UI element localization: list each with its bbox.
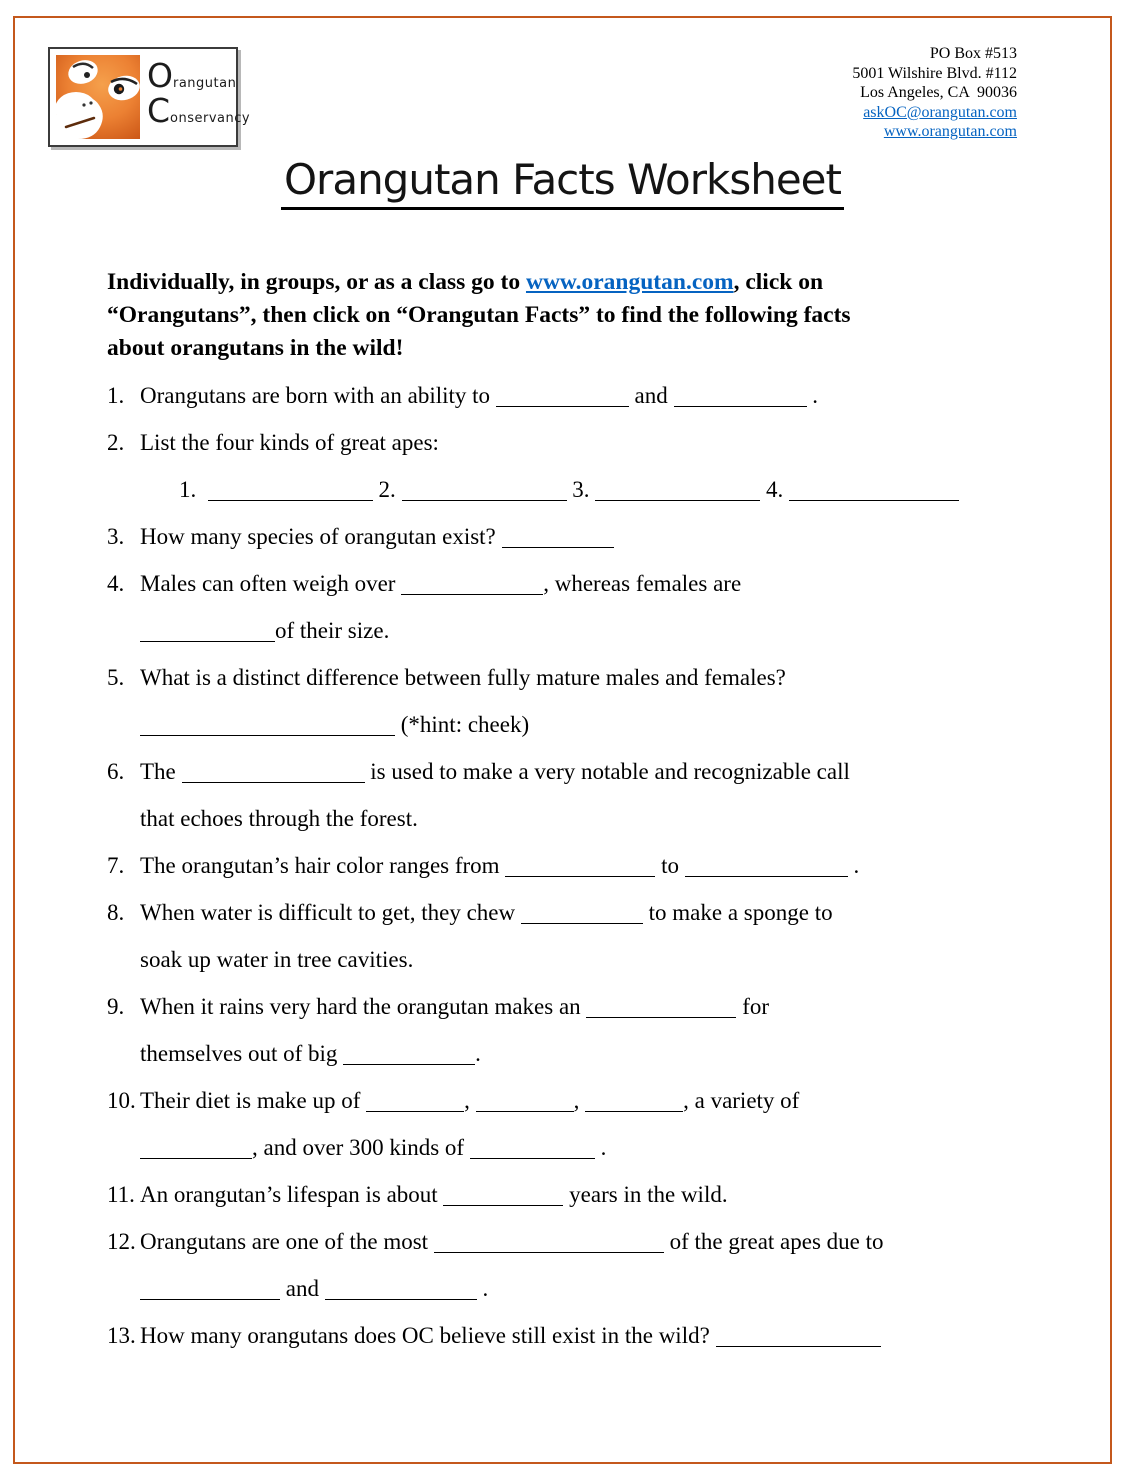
question-text: 1. bbox=[179, 477, 208, 502]
question-text: , bbox=[464, 1088, 476, 1113]
question-line bbox=[107, 748, 1057, 795]
question-line bbox=[107, 654, 1057, 701]
logo bbox=[48, 47, 251, 147]
answer-blank bbox=[505, 856, 655, 877]
question-text: . bbox=[847, 853, 860, 878]
question-text: An orangutan’s lifespan is about bbox=[140, 1182, 444, 1207]
question-text: How many species of orangutan exist? bbox=[140, 524, 502, 549]
answer-blank bbox=[140, 715, 395, 736]
answer-blank bbox=[502, 527, 614, 548]
email-link[interactable]: askOC@orangutan.com bbox=[863, 103, 1017, 121]
question-line bbox=[107, 513, 1057, 560]
orangutan-website-link[interactable]: www.orangutan.com bbox=[525, 269, 734, 295]
question-line bbox=[107, 983, 1057, 1030]
question-text: soak up water in tree cavities. bbox=[140, 947, 414, 972]
question-line bbox=[107, 419, 1057, 466]
answer-blank bbox=[674, 386, 807, 407]
address-line-pobox: PO Box #513 bbox=[929, 45, 1017, 62]
question-text: and bbox=[628, 383, 674, 408]
question-number: 9. bbox=[107, 994, 125, 1019]
question-number: 7. bbox=[107, 853, 125, 878]
question-text: , whereas females are bbox=[543, 571, 742, 596]
question-number: 2. bbox=[107, 430, 125, 455]
intro-line-3: about orangutans in the wild! bbox=[107, 335, 404, 361]
question-number: 5. bbox=[107, 665, 125, 690]
question-number: 13. bbox=[107, 1323, 136, 1348]
question-text: and bbox=[280, 1276, 325, 1301]
answer-blank bbox=[685, 856, 848, 877]
question-line bbox=[107, 1077, 1057, 1124]
answer-blank bbox=[434, 1232, 664, 1253]
question-number: 8. bbox=[107, 900, 125, 925]
question-text: , and over 300 kinds of bbox=[252, 1135, 470, 1160]
question-line bbox=[107, 607, 1057, 654]
question-text: Orangutans are one of the most bbox=[140, 1229, 434, 1254]
question-line bbox=[107, 842, 1057, 889]
answer-blank bbox=[140, 1138, 252, 1159]
logo-wordmark bbox=[147, 56, 251, 132]
question-text: . bbox=[806, 383, 818, 408]
logo-word-orangutan: Orangutan bbox=[147, 56, 237, 95]
answer-blank bbox=[366, 1091, 464, 1112]
answer-blank bbox=[140, 621, 275, 642]
question-line bbox=[107, 1171, 1057, 1218]
answer-blank bbox=[586, 997, 736, 1018]
address-block bbox=[852, 44, 1017, 142]
answer-blank bbox=[496, 386, 629, 407]
answer-blank bbox=[521, 903, 643, 924]
question-line bbox=[107, 889, 1057, 936]
answer-blank bbox=[182, 762, 365, 783]
question-text: years in the wild. bbox=[563, 1182, 728, 1207]
answer-blank bbox=[789, 480, 959, 501]
question-number: 6. bbox=[107, 759, 125, 784]
question-line bbox=[107, 1218, 1057, 1265]
address-line-street: 5001 Wilshire Blvd. #112 bbox=[852, 64, 1017, 82]
question-text: The orangutan’s hair color ranges from bbox=[140, 853, 506, 878]
intro-line-1 bbox=[107, 266, 1017, 299]
question-text: When water is difficult to get, they chew bbox=[140, 900, 521, 925]
question-text: The bbox=[140, 759, 182, 784]
website-link[interactable]: www.orangutan.com bbox=[883, 123, 1017, 140]
question-number: 10. bbox=[107, 1088, 136, 1113]
question-text: . bbox=[475, 1041, 481, 1066]
answer-blank bbox=[325, 1279, 477, 1300]
question-number: 1. bbox=[107, 383, 125, 408]
question-text: (*hint: cheek) bbox=[395, 712, 530, 737]
question-line bbox=[107, 1312, 1057, 1359]
question-text: , bbox=[573, 1088, 586, 1113]
logo-word-conservancy: Conservancy bbox=[147, 91, 251, 130]
question-text: to make a sponge to bbox=[642, 900, 833, 925]
answer-blank bbox=[476, 1091, 574, 1112]
question-text: to bbox=[655, 853, 685, 878]
intro-text: Individually, in groups, or as a class go to bbox=[107, 269, 526, 295]
question-line bbox=[107, 1030, 1057, 1077]
question-line bbox=[107, 560, 1057, 607]
question-text: 4. bbox=[760, 477, 789, 502]
answer-blank bbox=[402, 480, 567, 501]
question-text: of their size. bbox=[275, 618, 390, 643]
question-line bbox=[107, 1265, 1057, 1312]
answer-blank bbox=[595, 480, 760, 501]
question-text: Orangutans are born with an ability to bbox=[140, 383, 496, 408]
question-text: that echoes through the forest. bbox=[140, 806, 418, 831]
question-line bbox=[107, 1124, 1057, 1171]
question-text: of the great apes due to bbox=[663, 1229, 884, 1254]
questions bbox=[107, 372, 1057, 1359]
question-text: . bbox=[594, 1135, 607, 1160]
answer-blank bbox=[443, 1185, 563, 1206]
question-line bbox=[107, 701, 1057, 748]
question-text: When it rains very hard the orangutan makes an bbox=[140, 994, 587, 1019]
question-number: 11. bbox=[107, 1182, 135, 1207]
question-number: 4. bbox=[107, 571, 125, 596]
answer-blank bbox=[208, 480, 373, 501]
page-title: Orangutan Facts Worksheet bbox=[0, 155, 1125, 204]
question-line bbox=[107, 466, 1057, 513]
answer-blank bbox=[585, 1091, 683, 1112]
question-text: How many orangutans does OC believe still exist in the wild? bbox=[140, 1323, 716, 1348]
address-line-city: Los Angeles, CA 90036 bbox=[860, 84, 1017, 101]
answer-blank bbox=[401, 574, 543, 595]
answer-blank bbox=[140, 1279, 280, 1300]
answer-blank bbox=[470, 1138, 595, 1159]
question-number: 3. bbox=[107, 524, 125, 549]
question-text: Males can often weigh over bbox=[140, 571, 402, 596]
question-text: is used to make a very notable and recognizable call bbox=[364, 759, 850, 784]
question-number: 12. bbox=[107, 1229, 136, 1254]
question-text: List the four kinds of great apes: bbox=[140, 430, 439, 455]
intro-paragraph bbox=[107, 266, 1017, 365]
question-text: What is a distinct difference between fully mature males and females? bbox=[140, 665, 786, 690]
question-line bbox=[107, 372, 1057, 419]
question-text: , a variety of bbox=[683, 1088, 800, 1113]
question-text: . bbox=[476, 1276, 489, 1301]
question-text: 2. bbox=[372, 477, 402, 502]
answer-blank bbox=[716, 1326, 881, 1347]
question-text: 3. bbox=[566, 477, 596, 502]
intro-line-2: “Orangutans”, then click on “Orangutan Facts” to find the following facts bbox=[107, 302, 851, 328]
question-text: themselves out of big bbox=[140, 1041, 344, 1066]
intro-text: , click on bbox=[733, 269, 824, 295]
answer-blank bbox=[343, 1044, 475, 1065]
question-line bbox=[107, 936, 1057, 983]
question-line bbox=[107, 795, 1057, 842]
question-text: Their diet is make up of bbox=[140, 1088, 367, 1113]
question-text: for bbox=[736, 994, 770, 1019]
orangutan-face-icon bbox=[56, 55, 140, 139]
